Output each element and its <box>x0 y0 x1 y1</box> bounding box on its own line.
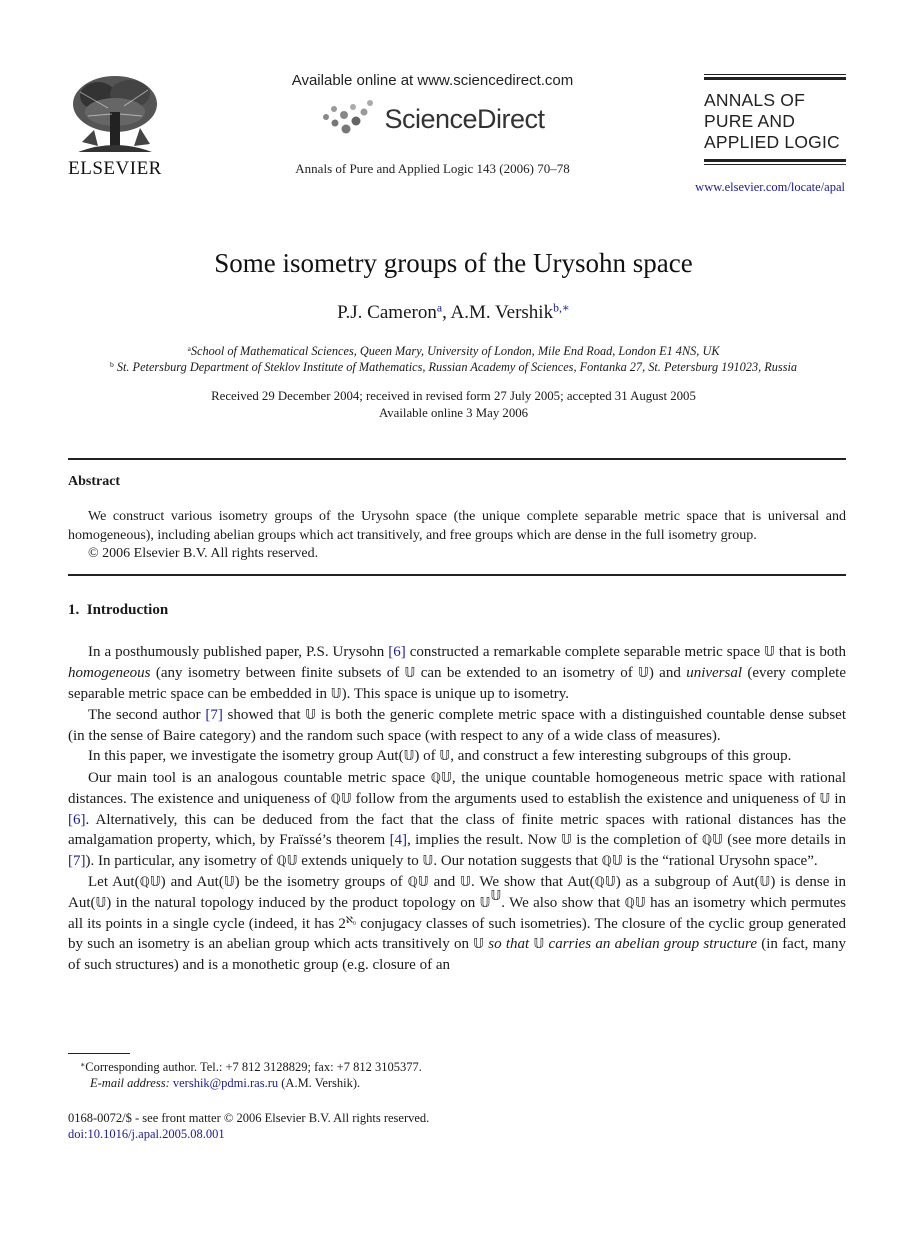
paragraph: Our main tool is an analogous countable metric space ℚ𝕌, the unique countable homogeneous metric space with rational distances. The existence and uniqueness of ℚ𝕌 follow from the arguments used to establish the existence and uniqueness of 𝕌 in [6]. Alternatively, this can be deduced from the fact that the class of finite metric spaces with rational distances has the amalgamation property, which, by Fraïssé’s theorem [4], implies the result. Now 𝕌 is the completion of ℚ𝕌 (see more details in [7]). In particular, any isometry of ℚ𝕌 extends uniquely to 𝕌. Our notation suggests that ℚ𝕌 is the “rational Urysohn space”. <box>68 769 847 869</box>
journal-url-link[interactable]: www.elsevier.com/locate/apal <box>695 180 845 194</box>
affiliation-item <box>0 343 907 359</box>
affiliation-mark: b <box>109 359 114 369</box>
affiliation-item <box>0 359 907 375</box>
section-title: Introduction <box>86 602 169 618</box>
affiliations <box>0 343 907 375</box>
abstract-heading: Abstract <box>68 474 121 489</box>
journal-name-line: PURE AND <box>704 111 796 131</box>
section-heading <box>68 602 168 619</box>
affiliation-text: School of Mathematical Sciences, Queen Mary, University of London, Mile End Road, London E1 4NS, UK <box>190 344 720 358</box>
journal-masthead <box>704 74 846 165</box>
introduction-body <box>68 642 846 976</box>
masthead-rule-top-thick <box>704 77 846 80</box>
bottom-info <box>68 1110 429 1142</box>
issn-text: 0168-0072/$ - see front matter <box>68 1111 221 1125</box>
affiliation-link[interactable]: a <box>436 301 443 315</box>
abstract-rule-bottom <box>68 574 846 576</box>
elsevier-logo <box>68 72 162 180</box>
copyright-text: 2006 Elsevier B.V. All rights reserved. <box>102 546 319 561</box>
copyright-icon: © <box>223 1111 234 1125</box>
reference-link[interactable]: [6] <box>68 811 86 828</box>
reference-link[interactable]: [7] <box>205 707 223 724</box>
journal-name-line: APPLIED LOGIC <box>704 132 840 152</box>
paragraph: The second author [7] showed that 𝕌 is both the generic complete metric space with a distinguished countable dense subset (in the sense of Baire category) and the random such space (with respect to any of a wide class of measures). <box>68 707 846 745</box>
received-dates: Received 29 December 2004; received in revised form 27 July 2005; accepted 31 August 2005 <box>211 389 696 403</box>
author-name: A.M. Vershik <box>450 302 554 323</box>
paragraph: In this paper, we investigate the isometry group Aut(𝕌) of 𝕌, and construct a few interesting subgroups of this group. <box>88 748 792 765</box>
email-note <box>80 1075 422 1091</box>
reference-link[interactable]: [7] <box>68 852 86 869</box>
paper-title: Some isometry groups of the Urysohn space <box>214 248 693 278</box>
journal-name-line: ANNALS OF <box>704 90 805 110</box>
email-link[interactable]: vershik@pdmi.ras.ru <box>172 1076 279 1090</box>
affiliation-mark: a <box>187 343 191 353</box>
paragraph: In a posthumously published paper, P.S. Urysohn [6] constructed a remarkable complete separable metric space 𝕌 that is both homogeneous (any isometry between finite subsets of 𝕌 can be extended to an isometry of 𝕌) and universal (every complete separable metric space can be embedded in 𝕌). This space is unique up to isometry. <box>68 644 847 703</box>
issn-line <box>68 1110 429 1126</box>
abstract-rule-top <box>68 458 846 460</box>
center-header <box>260 72 605 177</box>
footnote-mark: ∗ <box>80 1059 86 1069</box>
copyright-text: 2006 Elsevier B.V. All rights reserved. <box>236 1111 430 1125</box>
footnote <box>80 1059 422 1091</box>
footnote-rule <box>68 1053 130 1054</box>
footnote-text: Corresponding author. Tel.: +7 812 3128829; fax: +7 812 3105377. <box>85 1060 422 1074</box>
article-dates <box>0 388 907 422</box>
affiliation-link[interactable]: b,∗ <box>553 301 570 315</box>
section-number: 1. <box>68 602 80 618</box>
publisher-name: ELSEVIER <box>68 158 162 179</box>
online-date: Available online 3 May 2006 <box>378 406 529 420</box>
reference-link[interactable]: [6] <box>388 644 406 660</box>
masthead-rule-bottom-thick <box>704 159 846 162</box>
abstract-body <box>68 508 846 564</box>
paragraph: Let Aut(ℚ𝕌) and Aut(𝕌) be the isometry groups of ℚ𝕌 and 𝕌. We show that Aut(ℚ𝕌) as a subgroup of Aut(𝕌) is dense in Aut(𝕌) in the natural topology induced by the product topology on 𝕌$^𝕌$. We also show that ℚ𝕌 has an isometry which permutes all its points in a single cycle (indeed, it has $2^{ℵ_0}$ conjugacy classes of such isometries). The closure of the cyclic group generated by such an isometry is an abelian group which acts transitively on 𝕌 so that 𝕌 carries an abelian group structure (in fact, many of such structures) and is a monothetic group (e.g. closure of an <box>68 874 847 974</box>
abstract-copyright <box>68 545 846 564</box>
sciencedirect-logo <box>260 99 605 139</box>
masthead-rule-bottom <box>704 164 846 165</box>
journal-citation: Annals of Pure and Applied Logic 143 (2006) 70–78 <box>295 161 570 176</box>
doi-link[interactable]: doi:10.1016/j.apal.2005.08.001 <box>68 1127 225 1141</box>
elsevier-tree-icon <box>68 72 162 156</box>
author-name: P.J. Cameron <box>337 302 437 323</box>
copyright-icon: © <box>88 546 99 561</box>
author-list <box>0 302 907 324</box>
affiliation-text: St. Petersburg Department of Steklov Institute of Mathematics, Russian Academy of Sciences, Fontanka 27, St. Petersburg 191023, Russia <box>116 360 798 374</box>
masthead-rule-top <box>704 74 846 75</box>
journal-name <box>704 90 846 153</box>
sciencedirect-dots-icon <box>320 99 378 139</box>
email-owner: (A.M. Vershik). <box>281 1076 361 1090</box>
available-online-text: Available online at www.sciencedirect.com <box>291 72 574 89</box>
abstract-text: We construct various isometry groups of the Urysohn space (the unique complete separable metric space that is universal and homogeneous), including abelian groups which act transitively, and free groups which are dense in the full isometry group. <box>68 509 846 543</box>
sciencedirect-wordmark: ScienceDirect <box>384 103 545 134</box>
author-separator: , <box>442 302 451 323</box>
email-label: E-mail address: <box>90 1076 170 1090</box>
corresponding-author-note <box>80 1059 422 1075</box>
reference-link[interactable]: [4] <box>389 831 408 848</box>
